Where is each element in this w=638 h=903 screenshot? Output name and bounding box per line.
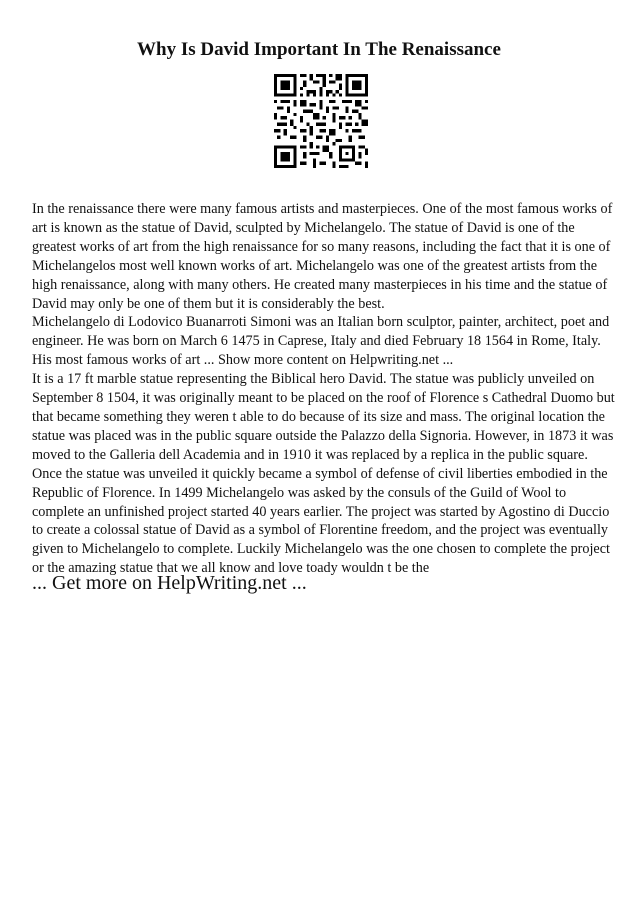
paragraph-2: Michelangelo di Lodovico Buanarroti Simoni was an Italian born sculptor, painter, architect, poet and engineer. He was born on March 6 1475 in Caprese, Italy and died February 18 1564 in Rome, Italy. His most famous works of art ... Show more content on Helpwriting.net ... bbox=[32, 314, 610, 369]
paragraph-1: In the renaissance there were many famous artists and masterpieces. One of the most famous works of art is known as the statue of David, sculpted by Michelangelo. The statue of David is one of the greatest works of art from the high renaissance for so many reasons, including the fact that it is one of Michelangelos most well known works of art. Michelangelo was one of the greatest artists from the high renaissance, along with many others. He created many masterpieces in his time and the statue of David may only be one of them but it is considerably the best. bbox=[32, 201, 613, 312]
page-title: Why Is David Important In The Renaissance bbox=[137, 39, 501, 60]
paragraph-3: It is a 17 ft marble statue representing the Biblical hero David. The statue was publicly unveiled on September 8 1504, it was originally meant to be placed on the roof of Florence s Cathedral Duomo but that became something they weren t able to do because of its size and mass. The original location the statue was placed was in the public square outside the Palazzo della Signoria. However, in 1873 it was moved to the Galleria dell Academia and in 1910 it was replaced by a replica in the public square. Once the statue was unveiled it quickly became a symbol of defense of civil liberties embodied in the Republic of Florence. In 1499 Michelangelo was asked by the consuls of the Guild of Wool to complete an unfinished project started 40 years earlier. The project was started by Agostino di Duccio to create a colossal statue of David as a symbol of Florentine freedom, and the project was eventually given to Michelangelo to complete. Luckily Michelangelo was the one chosen to complete the project or the amazing statue that we all know and love toady wouldn t be the bbox=[32, 371, 615, 577]
get-more-link[interactable]: ... Get more on HelpWriting.net ... bbox=[32, 572, 307, 594]
qr-code-icon[interactable] bbox=[274, 74, 368, 168]
article-body bbox=[32, 200, 615, 578]
